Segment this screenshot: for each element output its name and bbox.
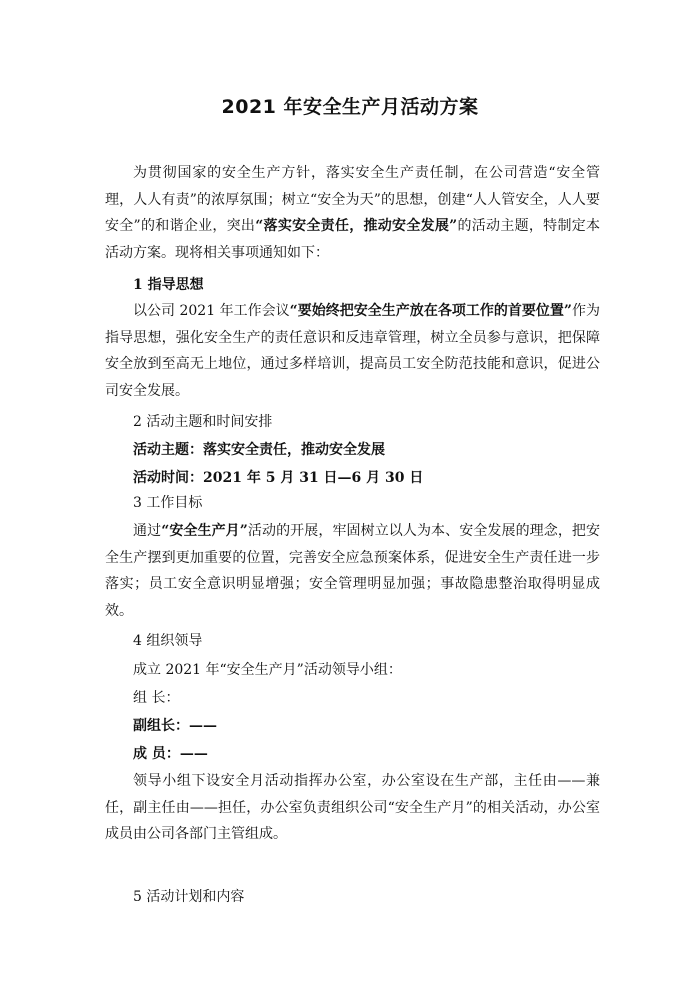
document-title: 2021 年安全生产月活动方案 (221, 96, 479, 118)
intro-text-part1: 为贯彻国家的安全生产方针，落实安全生产责任制，在公司营造“安全管理，人人有责”的浓厚氛围；树立“安全为天”的思想，创建“人人管安全，人人要安全”的和谐企业，突出 (105, 165, 600, 234)
section2-heading: 2 活动主题和时间安排 (133, 414, 273, 430)
section3-text-part2: 活动的开展，牢固树立以人为本、安全发展的理念，把安全生产摆到更加重要的位置，完善安全应急预案体系，促进安全生产责任进一步落实；员工安全意识明显增强；安全管理明显加强；事故隐患整治取得明显成效。 (105, 523, 601, 619)
group-members-line: 成 员：—— (133, 746, 208, 762)
office-paragraph: 领导小组下设安全月活动指挥办公室，办公室设在生产部，主任由——兼任，副主任由——担任，办公室负责组织公司“安全生产月”的相关活动，办公室成员由公司各部门主管组成。 (105, 773, 600, 842)
section3-bold-quote: “安全生产月” (161, 523, 248, 539)
section4-heading: 4 组织领导 (133, 633, 203, 649)
group-establish-line: 成立 2021 年“安全生产月”活动领导小组： (133, 662, 402, 678)
section1-text-part1: 以公司 2021 年工作会议 (133, 303, 290, 319)
activity-time: 活动时间：2021 年 5 月 31 日—6 月 30 日 (133, 470, 424, 486)
group-deputy-line: 副组长：—— (133, 718, 217, 734)
intro-text-part2: 的活动主题，特制定本活动方案。现将相关事项通知如下： (105, 218, 600, 261)
section1-paragraph (105, 298, 600, 404)
group-leader-line: 组 长： (133, 690, 180, 706)
section3-text-part1: 通过 (133, 523, 162, 539)
section3-paragraph (105, 518, 600, 624)
intro-bold-theme: “落实安全责任，推动安全发展” (255, 218, 458, 234)
intro-paragraph (105, 160, 600, 266)
section1-text-part2: 作为指导思想，强化安全生产的责任意识和反违章管理，树立全员参与意识，把保障安全放到至高无上地位，通过多样培训，提高员工安全防范技能和意识，促进公司安全发展。 (105, 303, 601, 399)
section1-heading: 1 指导思想 (133, 277, 204, 293)
activity-theme: 活动主题：落实安全责任，推动安全发展 (133, 442, 385, 458)
section1-bold-quote: “要始终把安全生产放在各项工作的首要位置” (289, 303, 572, 319)
section5-heading: 5 活动计划和内容 (133, 889, 245, 905)
section3-heading: 3 工作目标 (133, 495, 203, 511)
